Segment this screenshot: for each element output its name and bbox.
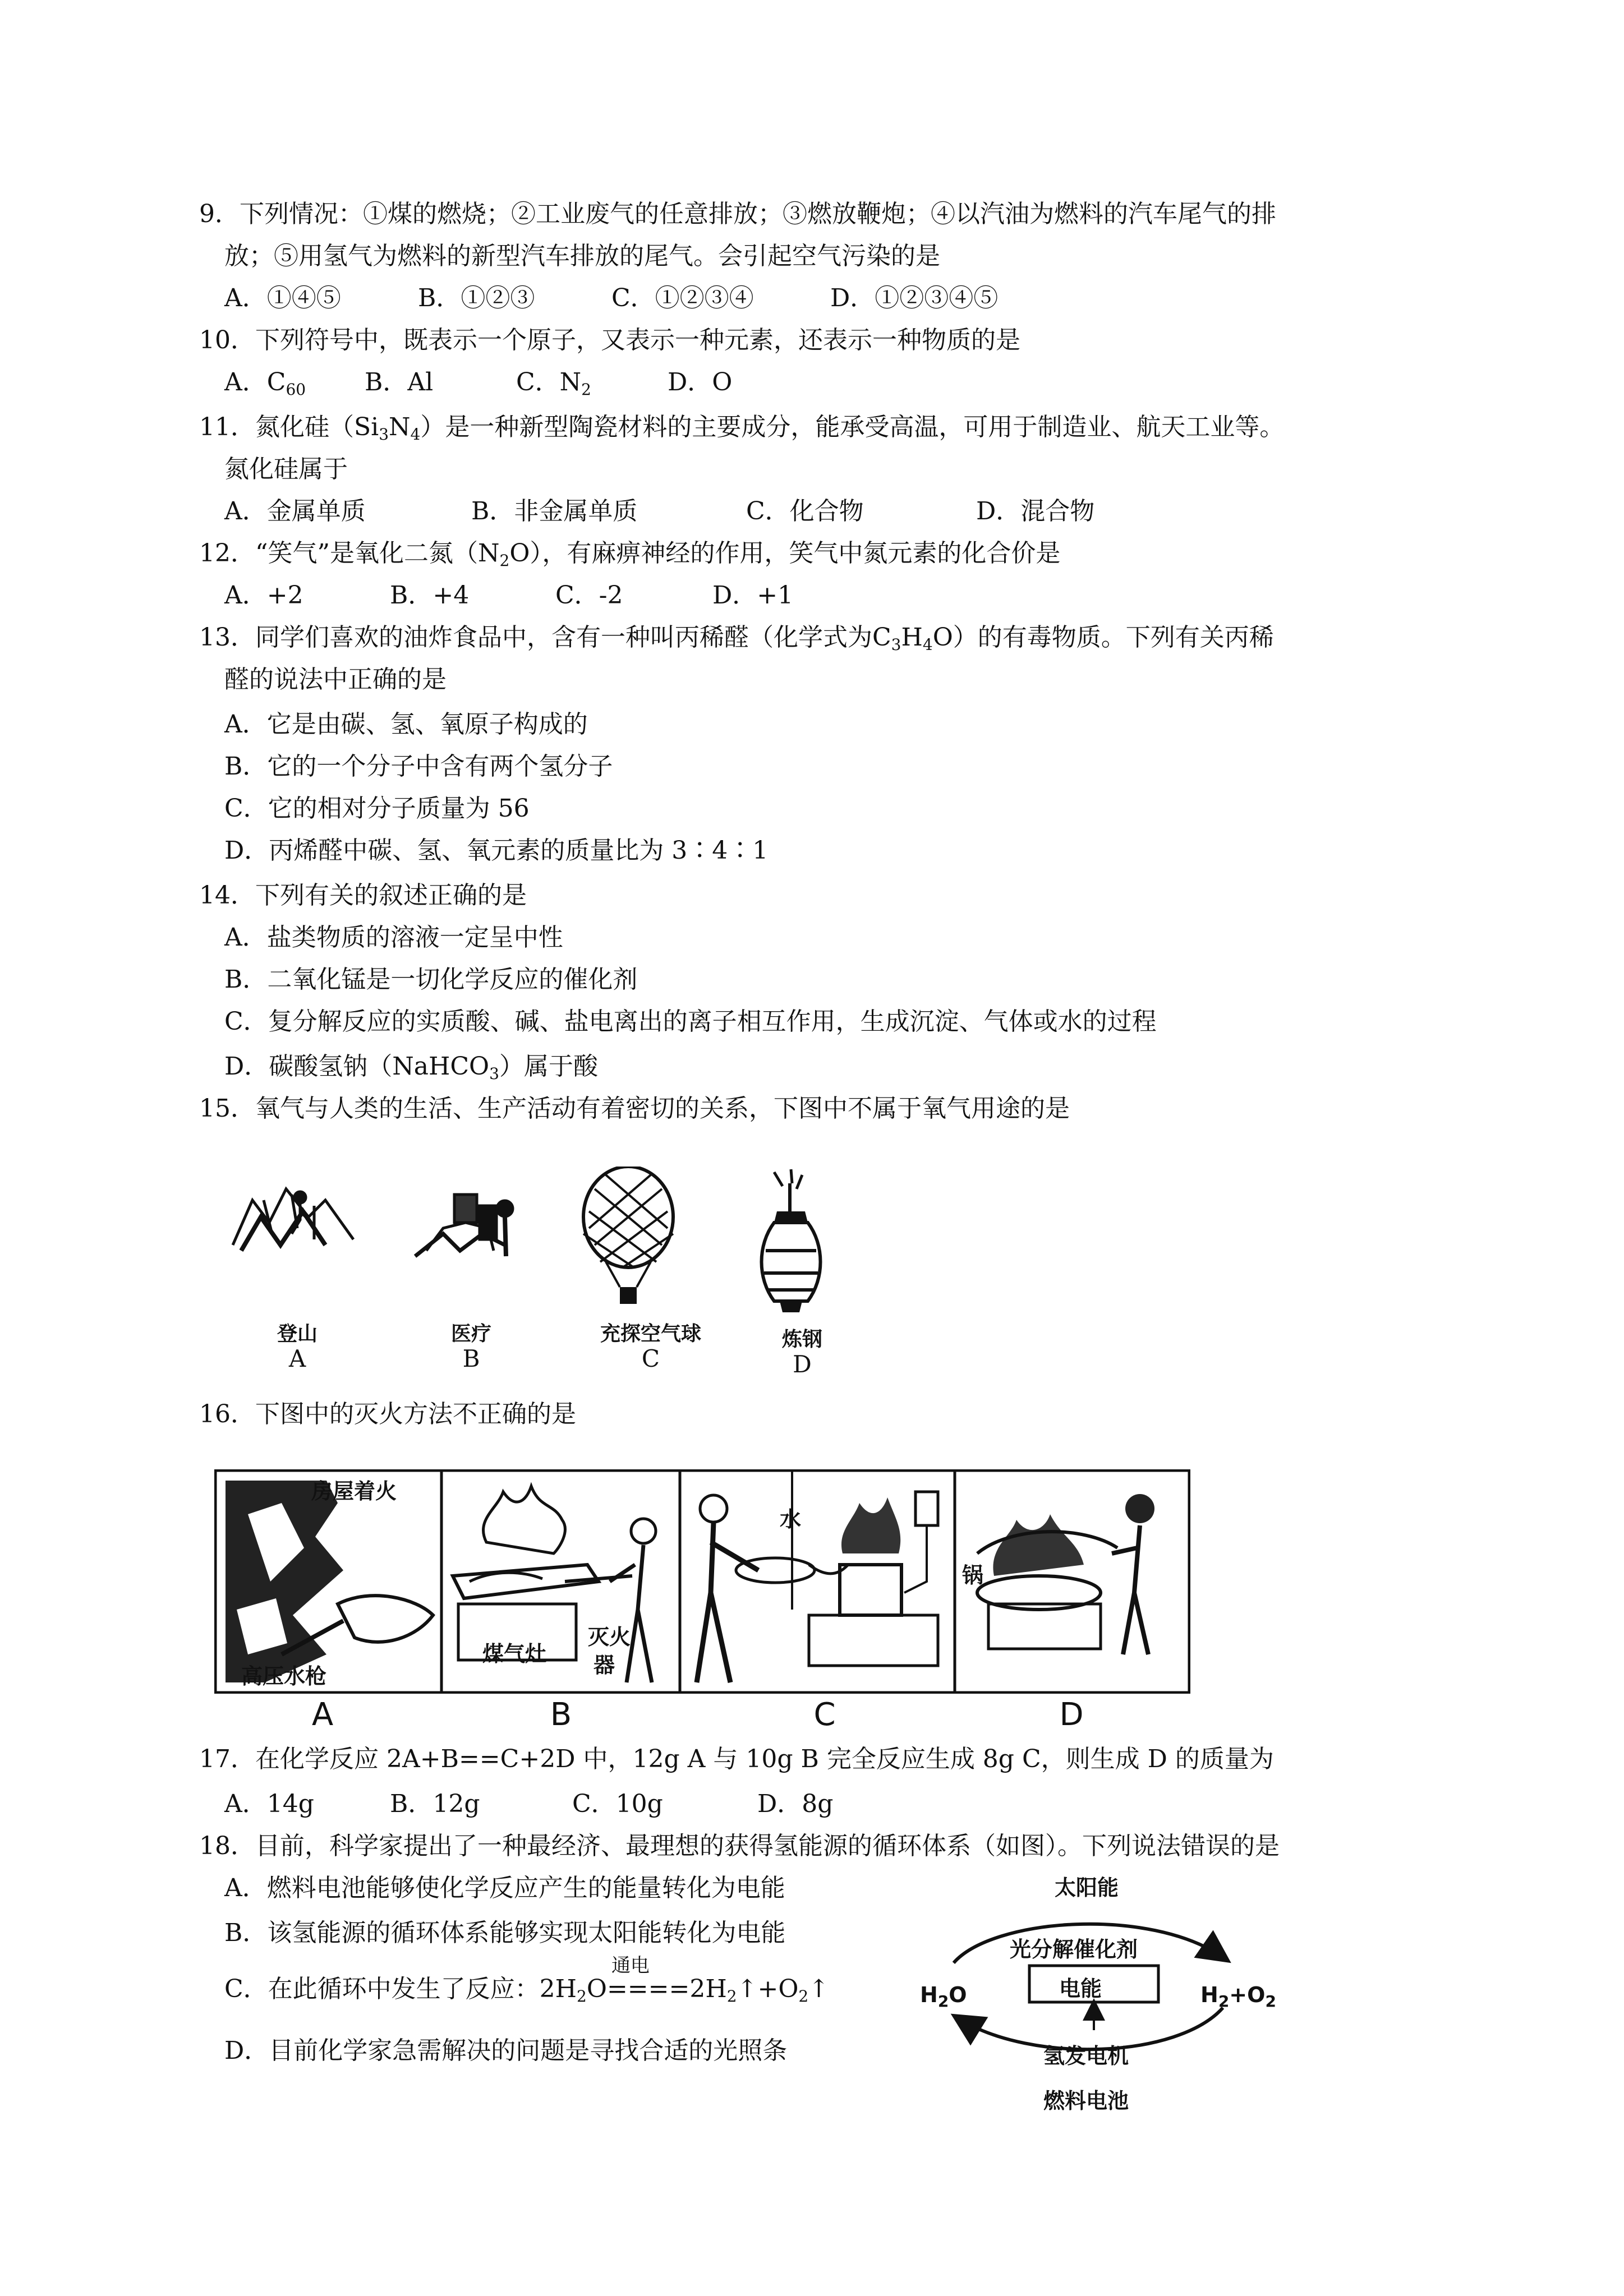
q15-label-a: 登山 — [277, 1322, 318, 1345]
q11-option-a: A．金属单质 — [224, 497, 366, 525]
q10-option-a: A．$C_{60}$ — [224, 368, 306, 399]
q16-text-gas-stove: 煤气灶 — [482, 1642, 547, 1666]
q18-option-b: B．该氢能源的循环体系能够实现太阳能转化为电能 — [224, 1919, 786, 1947]
balloon-figure — [583, 1167, 673, 1304]
q12-option-c: C．-2 — [555, 581, 623, 610]
q11-stem-line1: 11．氮化硅$(Si_3N_4)$是一种新型陶瓷材料的主要成分，能承受高温，可用于制造业、航天工业等。 — [199, 413, 1285, 444]
q16-text-pot: 锅 — [962, 1563, 984, 1588]
q10-stem: 10．下列符号中，既表示一个原子，又表示一种元素，还表示一种物质的是 — [199, 326, 1020, 354]
q13-option-a: A．它是由碳、氢、氧原子构成的 — [224, 710, 588, 739]
q16-letter-a: A — [311, 1696, 334, 1733]
q12-option-a: A．+2 — [224, 581, 303, 610]
q15-label-c: 充探空气球 — [600, 1322, 701, 1345]
q14-option-a: A．盐类物质的溶液一定呈中性 — [224, 923, 563, 952]
q15-stem: 15．氧气与人类的生活、生产活动有着密切的关系，下图中不属于氧气用途的是 — [199, 1094, 1070, 1123]
q13-option-c: C．它的相对分子质量为 56 — [224, 794, 530, 823]
q15-letter-c: C — [641, 1345, 660, 1372]
q15-letter-d: D — [793, 1350, 812, 1378]
q18-option-d: D．目前化学家急需解决的问题是寻找合适的光照条 — [224, 2036, 788, 2065]
q16-letter-d: D — [1059, 1696, 1084, 1733]
q16-stem: 16．下图中的灭火方法不正确的是 — [199, 1400, 576, 1428]
q9-stem-line1: 9．下列情况：①煤的燃烧；②工业废气的任意排放；③燃放鞭炮；④以汽油为燃料的汽车尾气的排 — [199, 200, 1276, 228]
electrical-fire-water-scene — [697, 1469, 938, 1682]
q9-option-b: B．①②③ — [418, 284, 535, 312]
q17-option-a: A．14g — [224, 1790, 314, 1818]
q10-option-b: B．Al — [365, 368, 434, 397]
q14-option-b: B．二氧化锰是一切化学反应的催化剂 — [224, 965, 638, 994]
house-fire-scene — [226, 1481, 433, 1682]
diagram-hydrogen-generator: 氢发电机 — [1043, 2044, 1129, 2068]
q9-option-d: D．①②③④⑤ — [830, 284, 999, 312]
diagram-hydrogen-oxygen: $H_2+O_2$ — [1200, 1983, 1276, 2011]
q13-stem-line2: 醛的说法中正确的是 — [224, 665, 447, 694]
diagram-electric-energy: 电能 — [1059, 1976, 1102, 2001]
pot-lid-scene — [977, 1494, 1154, 1654]
q11-option-c: C．化合物 — [746, 497, 864, 525]
diagram-water: $H_2O$ — [920, 1983, 967, 2011]
q15-letter-a: A — [288, 1345, 306, 1372]
q9-stem-line2: 放；⑤用氢气为燃料的新型汽车排放的尾气。会引起空气污染的是 — [224, 242, 940, 270]
q11-option-b: B．非金属单质 — [471, 497, 638, 525]
q14-option-c: C．复分解反应的实质酸、碱、盐电离出的离子相互作用，生成沉淀、气体或水的过程 — [224, 1007, 1157, 1036]
q18-option-c: C．在此循环中发生了反应：$2H_2O$ 通电 $====2H_2↑+O_2↑$ — [224, 1974, 829, 2004]
q9-option-a: A．①④⑤ — [224, 284, 341, 312]
q16-text-water-gun: 高压水枪 — [241, 1664, 327, 1689]
q16-letter-b: B — [550, 1696, 572, 1733]
q11-stem-line2: 氮化硅属于 — [224, 455, 348, 483]
q15-label-d: 炼钢 — [781, 1328, 822, 1351]
q13-stem-line1: 13．同学们喜欢的油炸食品中，含有一种叫丙稀醛（化学式为$C_3H_4O$）的有毒物质。下列有关丙稀 — [199, 623, 1274, 654]
q12-option-b: B．+4 — [390, 581, 470, 610]
q10-option-c: C．$N_2$ — [516, 368, 591, 399]
q14-option-d: D．碳酸氢钠（NaHCO$_3$）属于酸 — [224, 1052, 598, 1083]
medical-figure — [415, 1195, 513, 1256]
q14-stem: 14．下列有关的叙述正确的是 — [199, 881, 527, 910]
diagram-catalyst: 光分解催化剂 — [1010, 1937, 1138, 1962]
q12-option-d: D．+1 — [712, 581, 794, 610]
mountain-climbing-figure — [233, 1189, 353, 1251]
q17-option-b: B．12g — [390, 1790, 480, 1818]
electrolysis-condition: 通电 — [611, 1954, 650, 1977]
q12-stem: 12．“笑气”是氧化二氮$(N_2O)$，有麻痹神经的作用，笑气中氮元素的化合价是 — [199, 539, 1061, 570]
q17-option-d: D．8g — [757, 1790, 834, 1818]
q16-text-extinguisher-1: 灭火 — [588, 1625, 631, 1649]
q13-option-d: D．丙烯醛中碳、氢、氧元素的质量比为 3∶4∶1 — [224, 836, 769, 865]
q18-stem: 18．目前，科学家提出了一种最经济、最理想的获得氢能源的循环体系（如图）。下列说法错误的是 — [199, 1832, 1280, 1860]
q17-option-c: C．10g — [572, 1790, 663, 1818]
diagram-solar-energy: 太阳能 — [1055, 1875, 1119, 1900]
q10-option-d: D．O — [668, 368, 733, 397]
q11-option-d: D．混合物 — [976, 497, 1095, 525]
q16-text-water: 水 — [780, 1507, 802, 1532]
q18-option-a: A．燃料电池能够使化学反应产生的能量转化为电能 — [224, 1874, 785, 1902]
q16-text-house-fire: 房屋着火 — [311, 1479, 397, 1504]
q16-letter-c: C — [813, 1696, 836, 1733]
q17-stem: 17．在化学反应 2A+B==C+2D 中，12g A 与 10g B 完全反应生成 8g C，则生成 D 的质量为 — [199, 1745, 1274, 1773]
diagram-fuel-cell: 燃料电池 — [1043, 2088, 1129, 2113]
q16-text-extinguisher-2: 器 — [594, 1653, 615, 1677]
q9-option-c: C．①②③④ — [611, 284, 754, 312]
q13-option-b: B．它的一个分子中含有两个氢分子 — [224, 752, 613, 781]
q15-label-b: 医疗 — [450, 1322, 491, 1345]
q15-letter-b: B — [462, 1345, 480, 1372]
steelmaking-figure — [762, 1169, 821, 1312]
